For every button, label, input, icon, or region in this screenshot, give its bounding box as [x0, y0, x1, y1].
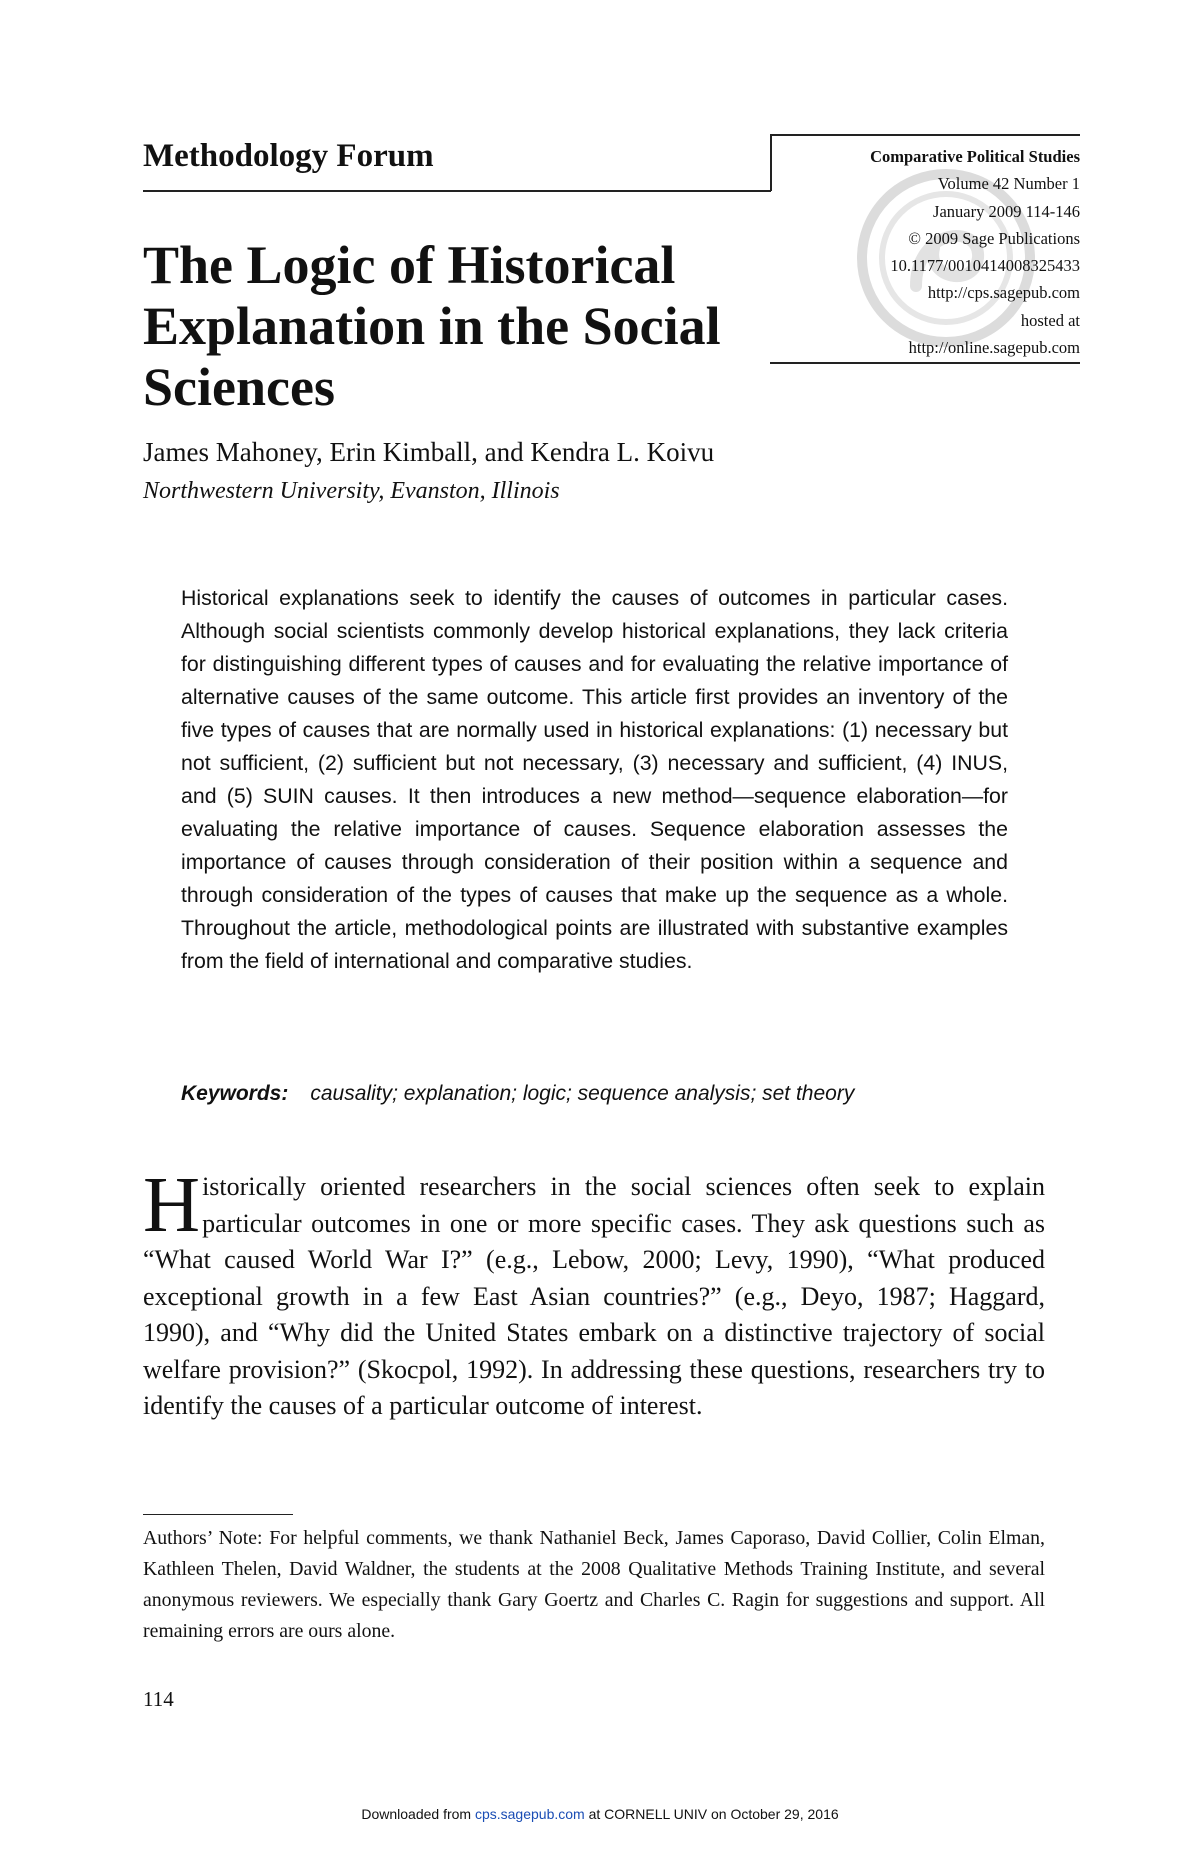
footnote-rule	[143, 1514, 293, 1515]
abstract: Historical explanations seek to identify the causes of outcomes in particular cases. Although social scientists commonly develop historical explanations, they lack criteria for distinguishing different types of causes and for evaluating the relative importance of alternative causes of the same outcome. This article first provides an inventory of the five types of causes that are normally used in historical explanations: (1) necessary but not sufficient, (2) sufficient but not necessary, (3) necessary and sufficient, (4) INUS, and (5) SUIN causes. It then introduces a new method—sequence elaboration—for evaluating the relative importance of causes. Sequence elaboration assesses the importance of causes through consideration of their position within a sequence and through consideration of the types of causes that make up the sequence as a whole. Throughout the article, methodological points are illustrated with substantive examples from the field of international and comparative studies.	[181, 586, 1008, 973]
article-title: The Logic of Historical Explanation in the Social Sciences	[143, 235, 721, 417]
journal-url[interactable]: http://cps.sagepub.com	[927, 283, 1080, 303]
keywords-label: Keywords:	[181, 1082, 289, 1105]
body-text: istorically oriented researchers in the social sciences often seek to explain particular outcomes in one or more specific cases. They ask questions such as “What caused World War I?” (e.g., Lebow, 2000; Levy, 1990), “What produced exceptional growth in a few East Asian countries?” (e.g., Deyo, 1987; Haggard, 1990), and “Why did the United States embark on a distinctive trajectory of social welfare provision?” (Skocpol, 1992). In addressing these questions, researchers try to identify the causes of a particular outcome of interest.	[143, 1172, 1045, 1420]
journal-name: Comparative Political Studies	[870, 147, 1080, 166]
body-paragraph	[143, 1162, 1045, 1425]
page-number: 114	[143, 1687, 174, 1711]
drop-cap: H	[143, 1162, 201, 1249]
download-note-link[interactable]: cps.sagepub.com	[474, 1806, 585, 1822]
section-label: Methodology Forum	[143, 138, 434, 174]
journal-copyright: © 2009 Sage Publications	[908, 228, 1080, 248]
keywords-list: causality; explanation; logic; sequence analysis; set theory	[310, 1082, 855, 1105]
journal-box-bottom-rule	[770, 362, 1080, 364]
journal-volume: Volume 42 Number 1	[937, 174, 1080, 194]
article-affiliation: Northwestern University, Evanston, Illinois	[143, 478, 560, 504]
keywords	[181, 1082, 854, 1106]
journal-box-top-rule	[770, 134, 1080, 136]
download-note-prefix: Downloaded from	[361, 1806, 475, 1822]
article-authors: James Mahoney, Erin Kimball, and Kendra L. Koivu	[143, 437, 715, 467]
footnote: Authors’ Note: For helpful comments, we thank Nathaniel Beck, James Caporaso, David Collier, Colin Elman, Kathleen Thelen, David Waldner, the students at the 2008 Qualitative Methods Training Institute, and several anonymous reviewers. We especially thank Gary Goertz and Charles C. Ragin for suggestions and support. All remaining errors are ours alone.	[143, 1527, 1045, 1642]
download-note	[0, 1806, 1200, 1822]
journal-hosted-at: hosted at	[1020, 310, 1080, 330]
download-note-suffix: at CORNELL UNIV on October 29, 2016	[584, 1806, 839, 1822]
journal-doi: 10.1177/0010414008325433	[890, 256, 1080, 276]
journal-date-pages: January 2009 114-146	[933, 201, 1080, 221]
header-rule	[143, 190, 771, 192]
journal-host-url[interactable]: http://online.sagepub.com	[908, 338, 1080, 358]
